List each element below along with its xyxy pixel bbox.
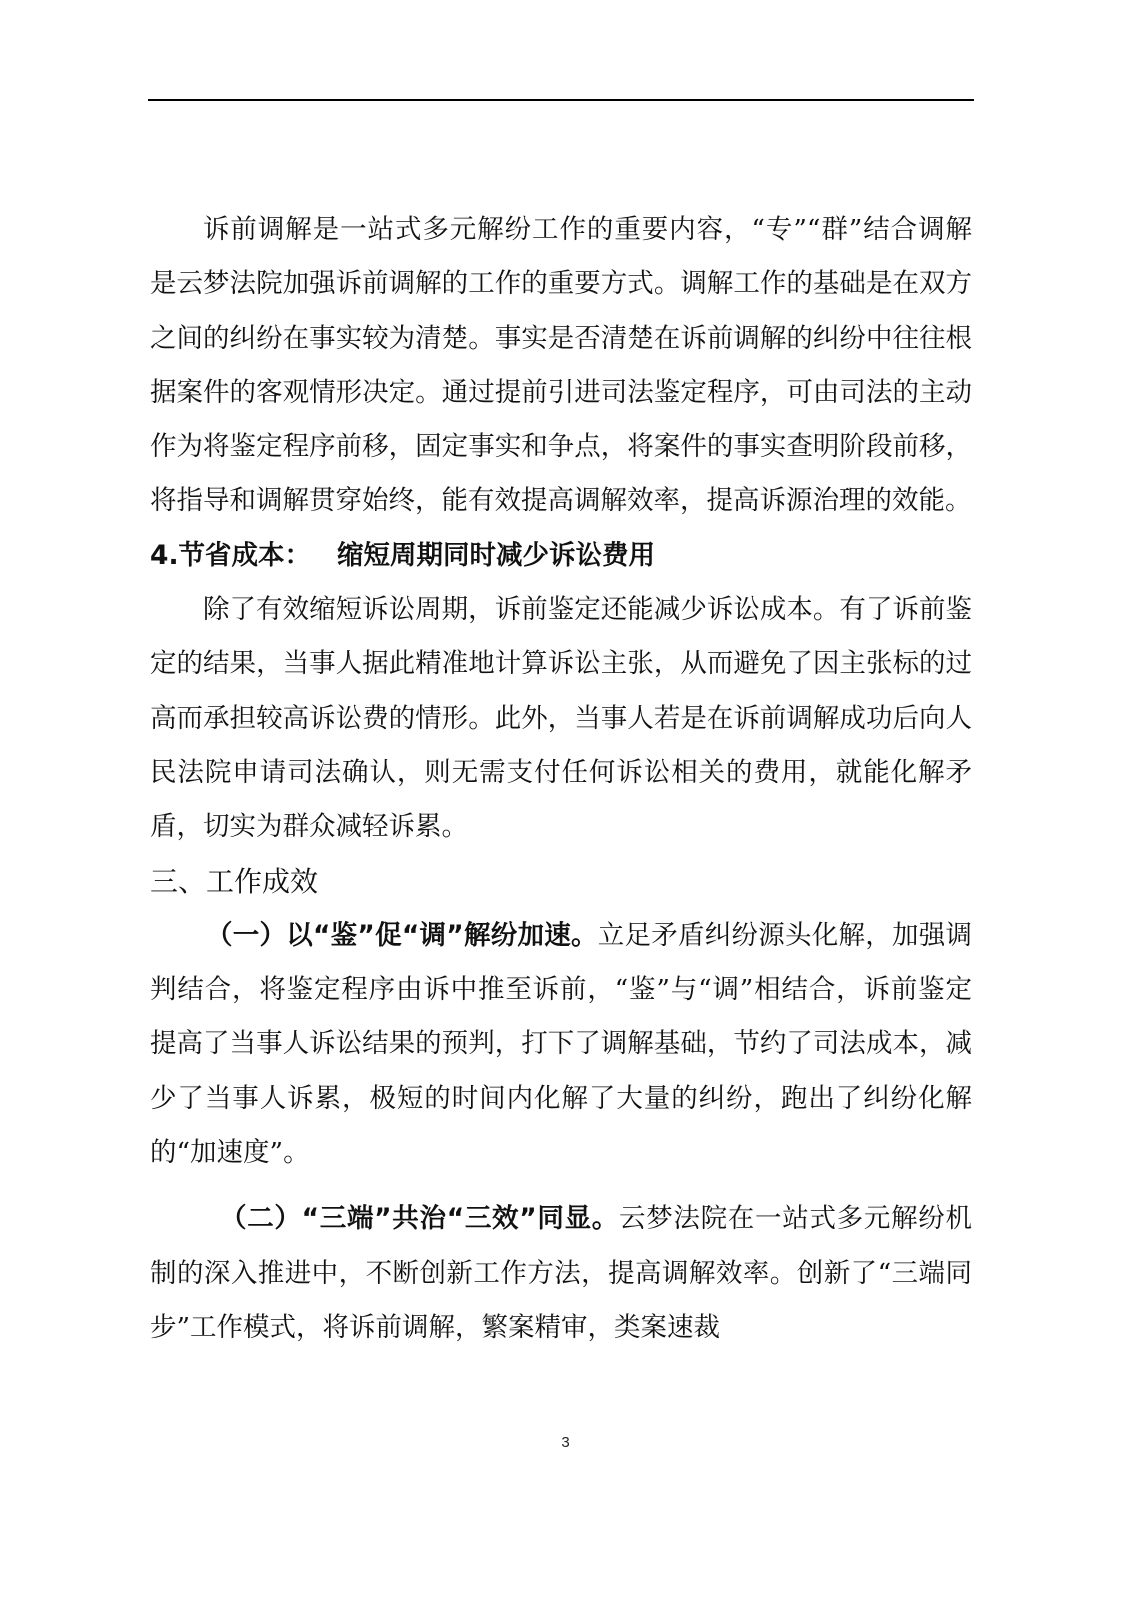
document-body xyxy=(150,203,972,1355)
paragraph-reduce-cost: 除了有效缩短诉讼周期，诉前鉴定还能减少诉讼成本。有了诉前鉴定的结果，当事人据此精准地计算诉讼主张，从而避免了因主张标的过高而承担较高诉讼费的情形。此外，当事人若是在诉前调解成功后向人民法院申请司法确认，则无需支付任何诉讼相关的费用，就能化解矛盾，切实为群众减轻诉累。 xyxy=(150,594,972,843)
item-body: 云梦法院在一站式多元解纷机制的深入推进中，不断创新工作方法，提高调解效率。创新了“三端同步”工作模式，将诉前调解，繁案精审，类案速裁 xyxy=(150,1203,972,1343)
section-heading-work-results: 三、工作成效 xyxy=(150,864,319,898)
heading-title: 节省成本： xyxy=(178,539,312,571)
item-title: （一）以“鉴”促“调”解纷加速。 xyxy=(206,919,598,951)
heading-number: 4. xyxy=(150,539,179,571)
item-body: 立足矛盾纠纷源头化解，加强调判结合，将鉴定程序由诉中推至诉前，“鉴”与“调”相结合，诉前鉴定提高了当事人诉讼结果的预判，打下了调解基础，节约了司法成本，减少了当事人诉累，极短的时间内化解了大量的纠纷，跑出了纠纷化解的“加速度”。 xyxy=(150,919,973,1169)
item-title: （二）“三端”共治“三效”同显。 xyxy=(220,1203,619,1235)
heading-save-cost xyxy=(150,529,972,583)
heading-subtitle: 缩短周期同时减少诉讼费用 xyxy=(337,539,656,571)
paragraph-pre-litigation-mediation: 诉前调解是一站式多元解纷工作的重要内容，“专”“群”结合调解是云梦法院加强诉前调解的工作的重要方式。调解工作的基础是在双方之间的纠纷在事实较为清楚。事实是否清楚在诉前调解的纠纷中往往根据案件的客观情形决定。通过提前引进司法鉴定程序，可由司法的主动作为将鉴定程序前移，固定事实和争点，将案件的事实查明阶段前移，将指导和调解贯穿始终，能有效提高调解效率，提高诉源治理的效能。 xyxy=(150,214,972,517)
page-number: 3 xyxy=(561,1434,570,1451)
item-mediation-acceleration xyxy=(150,909,972,1180)
item-three-ends xyxy=(150,1192,972,1355)
header-rule xyxy=(148,99,974,101)
